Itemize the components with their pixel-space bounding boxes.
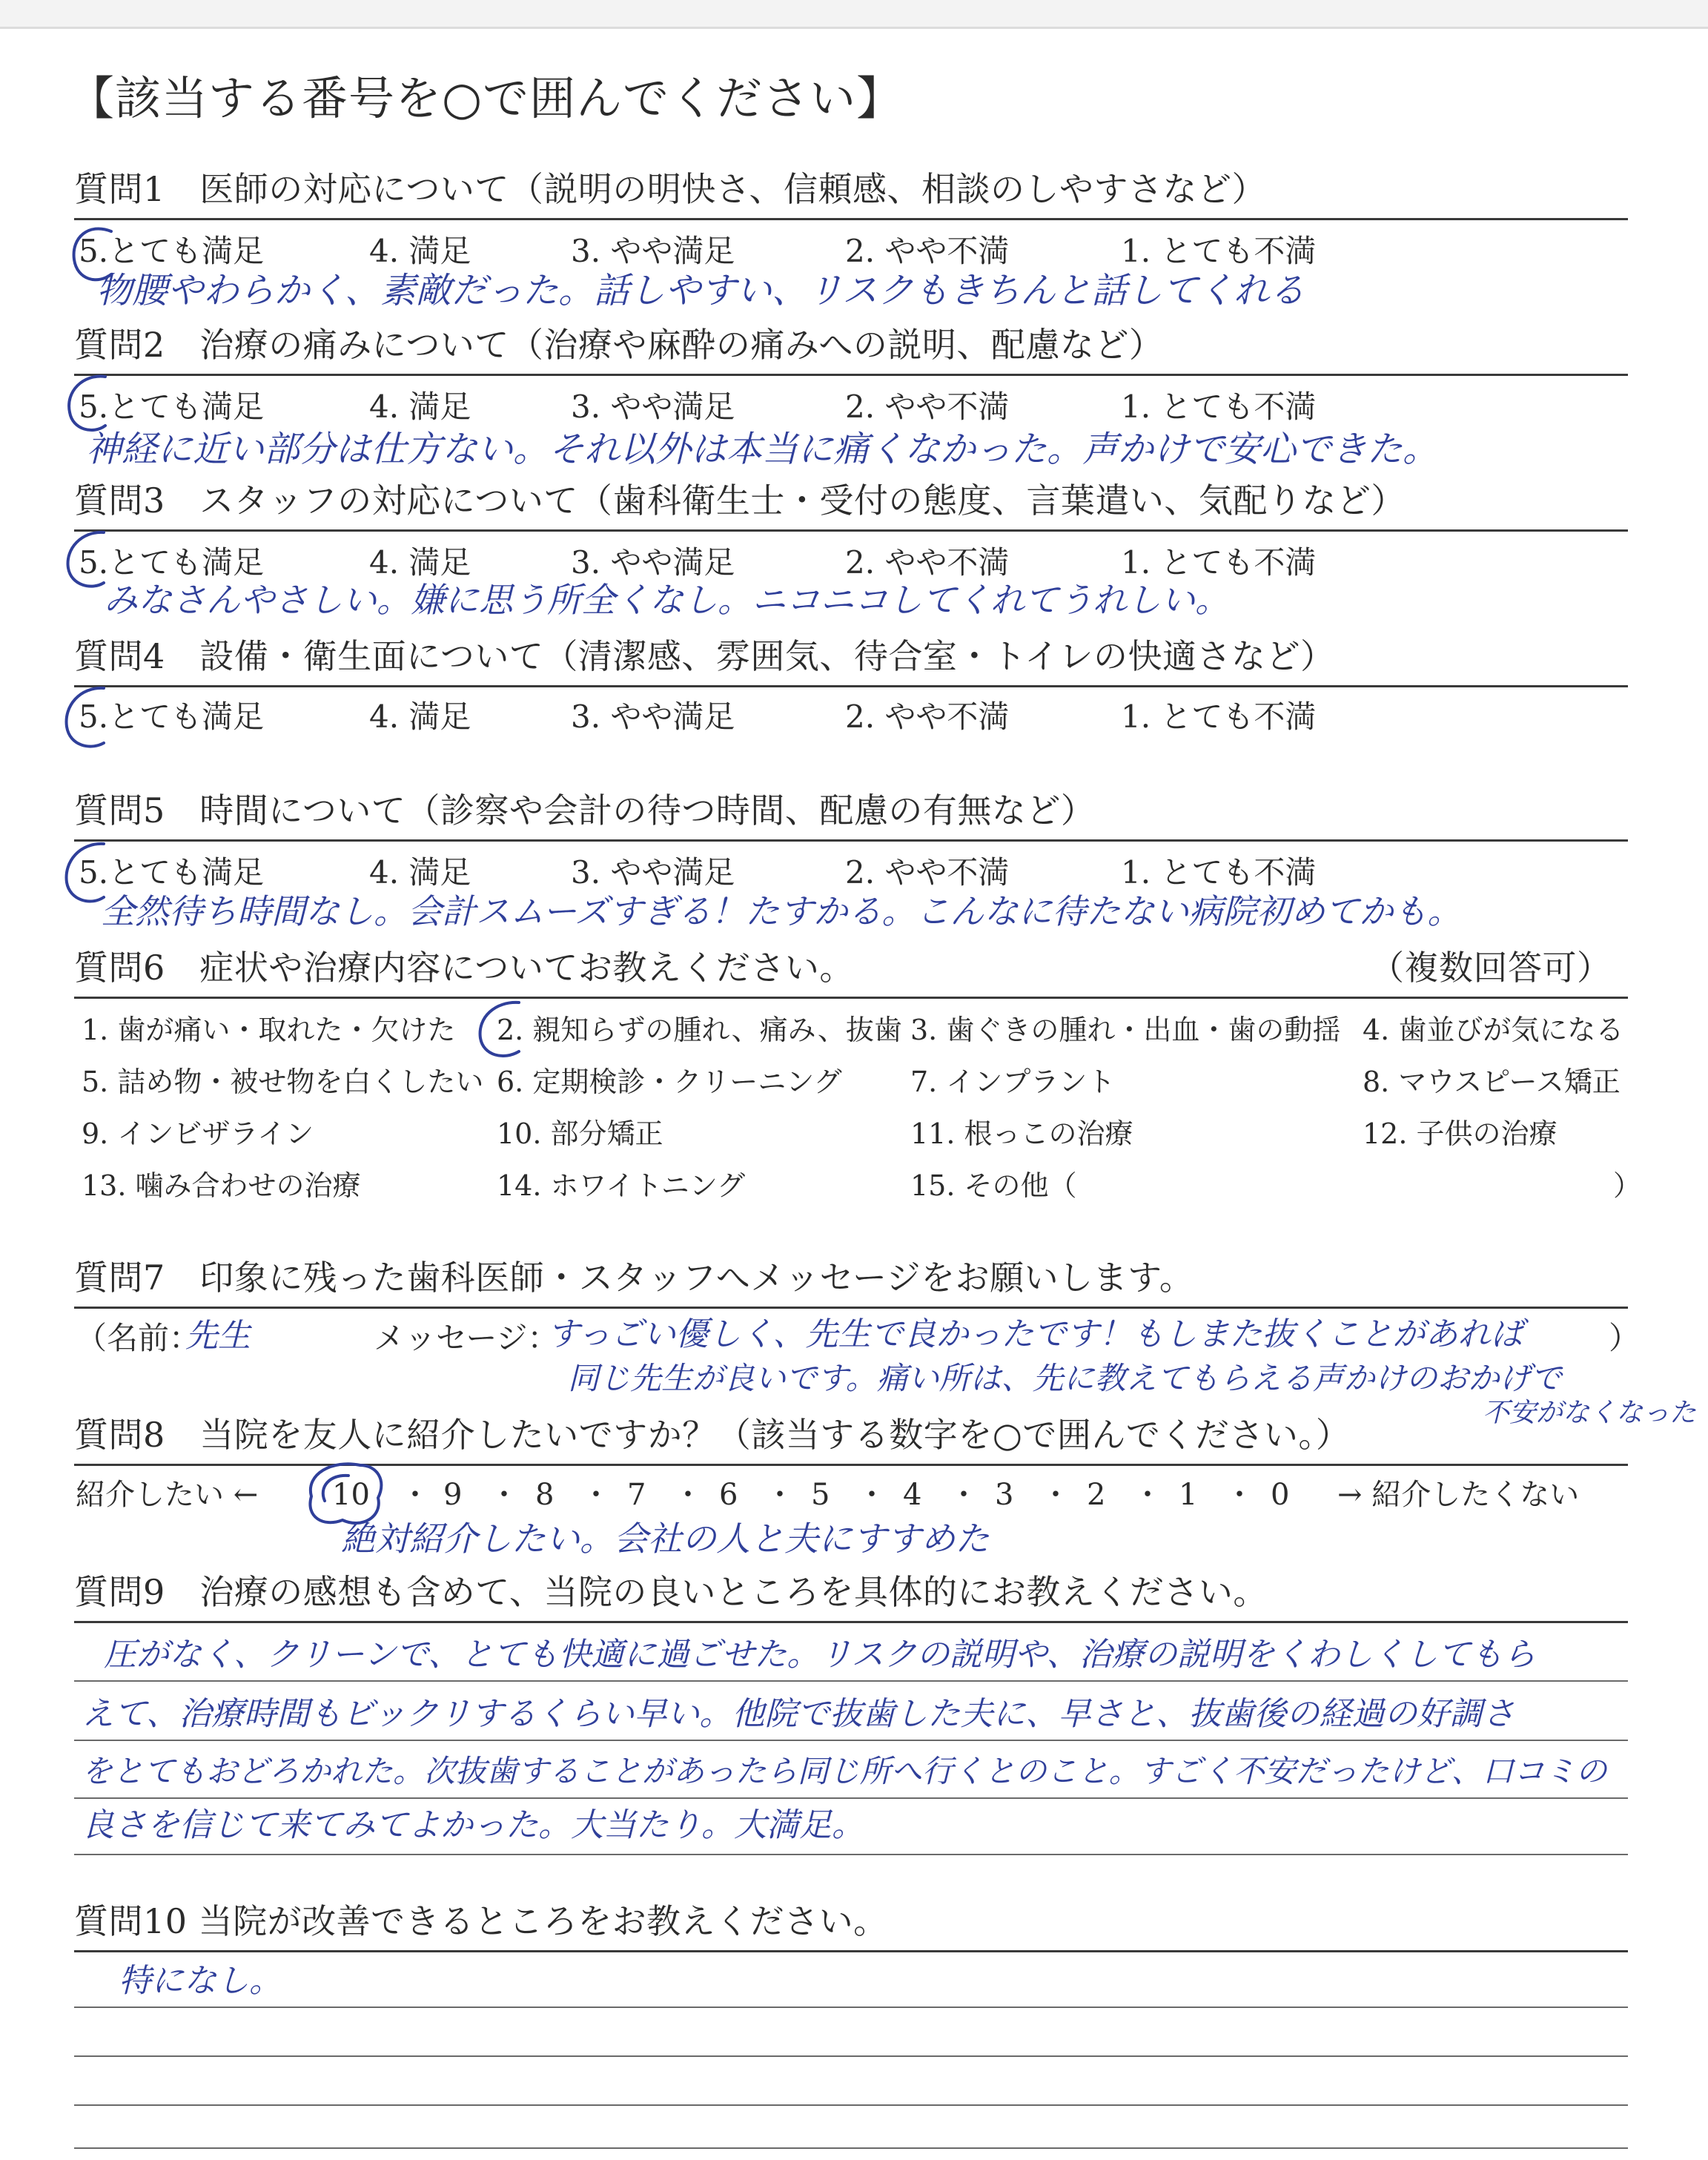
scale-separator: ・ — [581, 1478, 611, 1512]
answer-line — [74, 1680, 1628, 1682]
scale-separator: ・ — [1225, 1478, 1254, 1512]
treatment-option[interactable]: 5. 詰め物・被せ物を白くしたい — [82, 1066, 484, 1098]
treatment-option[interactable]: 7. インプラント — [910, 1066, 1116, 1098]
question-8-rule — [74, 1464, 1628, 1466]
question-9-line-3: をとてもおどろかれた。次抜歯することがあったら同じ所へ行くとのこと。すごく不安だったけど、口コミの — [82, 1753, 1607, 1789]
message-line-2: 同じ先生が良いです。痛い所は、先に教えてもらえる声かけのおかげで — [568, 1360, 1562, 1396]
question-1-comment: 物腰やわらかく、素敵だった。話しやすい、リスクもきちんと話してくれる — [96, 270, 1305, 311]
option-somewhat-dissatisfied[interactable]: 2. やや不満 — [845, 389, 1010, 425]
option-somewhat-satisfied[interactable]: 3. やや満足 — [571, 389, 735, 425]
option-very-satisfied[interactable]: 5.とても満足 — [79, 544, 265, 581]
scale-value[interactable]: 0 — [1271, 1478, 1290, 1512]
question-5-comment: 全然待ち時間なし。会計スムーズすぎる！たすかる。こんなに待たない病院初めてかも。 — [101, 891, 1462, 931]
scan-top-edge — [0, 27, 1708, 29]
treatment-option[interactable]: 3. 歯ぐきの腫れ・出血・歯の動揺 — [910, 1014, 1341, 1046]
treatment-option[interactable]: 10. 部分矯正 — [497, 1117, 663, 1150]
answer-line — [74, 1854, 1628, 1855]
treatment-option[interactable]: 12. 子供の治療 — [1363, 1117, 1558, 1150]
question-9-line-2: えて、治療時間もビックリするくらい早い。他院で抜歯した夫に、早さと、抜歯後の経過の好調さ — [82, 1695, 1515, 1733]
option-very-satisfied[interactable]: 5.とても満足 — [79, 233, 265, 269]
treatment-option[interactable]: 1. 歯が痛い・取れた・欠けた — [82, 1014, 456, 1046]
treatment-option[interactable]: 11. 根っこの治療 — [910, 1117, 1133, 1150]
option-satisfied[interactable]: 4. 満足 — [369, 389, 471, 425]
treatment-option[interactable]: 6. 定期検診・クリーニング — [497, 1066, 842, 1098]
option-satisfied[interactable]: 4. 満足 — [369, 698, 471, 735]
message-line-1: すっごい優しく、先生で良かったです！もしまた抜くことがあれば — [547, 1315, 1523, 1353]
option-satisfied[interactable]: 4. 満足 — [369, 233, 471, 269]
option-somewhat-dissatisfied[interactable]: 2. やや不満 — [845, 854, 1010, 891]
question-1-rule — [74, 218, 1628, 220]
question-2-rule — [74, 374, 1628, 376]
question-1-title: 質問1 医師の対応について（説明の明快さ、信頼感、相談のしやすさなど） — [74, 169, 1267, 209]
option-very-dissatisfied[interactable]: 1. とても不満 — [1121, 233, 1317, 269]
question-7-rule — [74, 1307, 1628, 1309]
option-somewhat-dissatisfied[interactable]: 2. やや不満 — [845, 233, 1010, 269]
option-satisfied[interactable]: 4. 満足 — [369, 544, 471, 581]
scale-value[interactable]: 7 — [627, 1478, 646, 1512]
option-very-dissatisfied[interactable]: 1. とても不満 — [1121, 544, 1317, 581]
question-4-rule — [74, 685, 1628, 687]
scale-separator: ・ — [673, 1478, 703, 1512]
scale-value[interactable]: 4 — [903, 1478, 922, 1512]
message-label: メッセージ： — [374, 1320, 559, 1356]
answer-line — [74, 2055, 1628, 2057]
scale-separator: ・ — [857, 1478, 887, 1512]
name-label: （名前： — [76, 1320, 201, 1356]
question-10-comment: 特になし。 — [119, 1962, 282, 2000]
scale-left-label: 紹介したい ← — [76, 1478, 259, 1512]
question-8-comment: 絶対紹介したい。会社の人と夫にすすめた — [341, 1519, 990, 1559]
option-somewhat-satisfied[interactable]: 3. やや満足 — [571, 544, 735, 581]
option-very-satisfied[interactable]: 5.とても満足 — [79, 389, 265, 425]
question-5-rule — [74, 839, 1628, 842]
name-value: 先生 — [185, 1317, 251, 1355]
answer-line — [74, 2147, 1628, 2149]
option-somewhat-satisfied[interactable]: 3. やや満足 — [571, 698, 735, 735]
question-9-rule — [74, 1621, 1628, 1623]
answer-line — [74, 2104, 1628, 2106]
option-somewhat-satisfied[interactable]: 3. やや満足 — [571, 233, 735, 269]
scale-value[interactable]: 8 — [535, 1478, 555, 1512]
option-satisfied[interactable]: 4. 満足 — [369, 854, 471, 891]
treatment-option[interactable]: 4. 歯並びが気になる — [1363, 1014, 1624, 1046]
question-2-comment: 神経に近い部分は仕方ない。それ以外は本当に痛くなかった。声かけで安心できた。 — [86, 429, 1439, 470]
question-5-title: 質問5 時間について（診察や会計の待つ時間、配慮の有無など） — [74, 790, 1096, 830]
question-7-title: 質問7 印象に残った歯科医師・スタッフへメッセージをお願いします。 — [74, 1258, 1194, 1298]
question-10-title: 質問10 当院が改善できるところをお教えください。 — [74, 1901, 888, 1941]
option-somewhat-dissatisfied[interactable]: 2. やや不満 — [845, 698, 1010, 735]
option-somewhat-satisfied[interactable]: 3. やや満足 — [571, 854, 735, 891]
treatment-option[interactable]: 13. 噛み合わせの治療 — [82, 1169, 361, 1202]
scale-right-label: → 紹介したくない — [1337, 1478, 1580, 1512]
scale-separator: ・ — [400, 1478, 430, 1512]
message-line-3: 不安がなくなった — [1483, 1398, 1697, 1428]
scale-separator: ・ — [765, 1478, 795, 1512]
question-10-rule — [74, 1950, 1628, 1952]
treatment-option[interactable]: 9. インビザライン — [82, 1117, 314, 1150]
question-2-title: 質問2 治療の痛みについて（治療や麻酔の痛みへの説明、配慮など） — [74, 325, 1164, 365]
option-very-satisfied[interactable]: 5.とても満足 — [79, 854, 265, 891]
message-close-paren: ） — [1609, 1320, 1641, 1356]
option-very-dissatisfied[interactable]: 1. とても不満 — [1121, 389, 1317, 425]
question-8-title: 質問8 当院を友人に紹介したいですか？（該当する数字を○で囲んでください。） — [74, 1415, 1351, 1455]
treatment-option-other[interactable]: 15. その他（ — [910, 1169, 1077, 1202]
scale-value[interactable]: 6 — [719, 1478, 738, 1512]
question-6-title: 質問6 症状や治療内容についてお教えください。 — [74, 948, 854, 988]
answer-line — [74, 2007, 1628, 2008]
treatment-option[interactable]: 14. ホワイトニング — [497, 1169, 746, 1202]
scale-value[interactable]: 1 — [1179, 1478, 1198, 1512]
option-very-dissatisfied[interactable]: 1. とても不満 — [1121, 698, 1317, 735]
instruction-heading: 【該当する番号を○で囲んでください】 — [68, 71, 904, 125]
option-somewhat-dissatisfied[interactable]: 2. やや不満 — [845, 544, 1010, 581]
question-9-line-1: 圧がなく、クリーンで、とても快適に過ごせた。リスクの説明や、治療の説明をくわしくしてもら — [104, 1636, 1536, 1674]
scan-top-band — [0, 0, 1708, 28]
question-3-comment: みなさんやさしい。嫌に思う所全くなし。ニコニコしてくれてうれしい。 — [104, 580, 1229, 620]
scale-value[interactable]: 9 — [443, 1478, 463, 1512]
scale-value[interactable]: 5 — [811, 1478, 830, 1512]
scale-separator: ・ — [1133, 1478, 1162, 1512]
scale-separator: ・ — [949, 1478, 979, 1512]
other-close-paren: ） — [1613, 1169, 1642, 1202]
scale-value[interactable]: 10 — [332, 1478, 370, 1512]
question-3-rule — [74, 529, 1628, 532]
scale-value[interactable]: 2 — [1087, 1478, 1106, 1512]
question-9-line-4: 良さを信じて来てみてよかった。大当たり。大満足。 — [82, 1806, 864, 1844]
option-very-dissatisfied[interactable]: 1. とても不満 — [1121, 854, 1317, 891]
treatment-option[interactable]: 2. 親知らずの腫れ、痛み、抜歯 — [497, 1014, 902, 1046]
answer-line — [74, 1797, 1628, 1799]
scale-separator: ・ — [1041, 1478, 1070, 1512]
scale-value[interactable]: 3 — [995, 1478, 1014, 1512]
question-3-title: 質問3 スタッフの対応について（歯科衛生士・受付の態度、言葉遣い、気配りなど） — [74, 480, 1406, 521]
question-6-note: （複数回答可） — [1370, 948, 1612, 988]
option-very-satisfied[interactable]: 5.とても満足 — [79, 698, 265, 735]
question-9-title: 質問9 治療の感想も含めて、当院の良いところを具体的にお教えください。 — [74, 1572, 1268, 1612]
question-4-title: 質問4 設備・衛生面について（清潔感、雰囲気、待合室・トイレの快適さなど） — [74, 636, 1335, 676]
answer-line — [74, 1740, 1628, 1741]
question-6-rule — [74, 997, 1628, 999]
treatment-option[interactable]: 8. マウスピース矯正 — [1363, 1066, 1621, 1098]
scale-separator: ・ — [489, 1478, 519, 1512]
